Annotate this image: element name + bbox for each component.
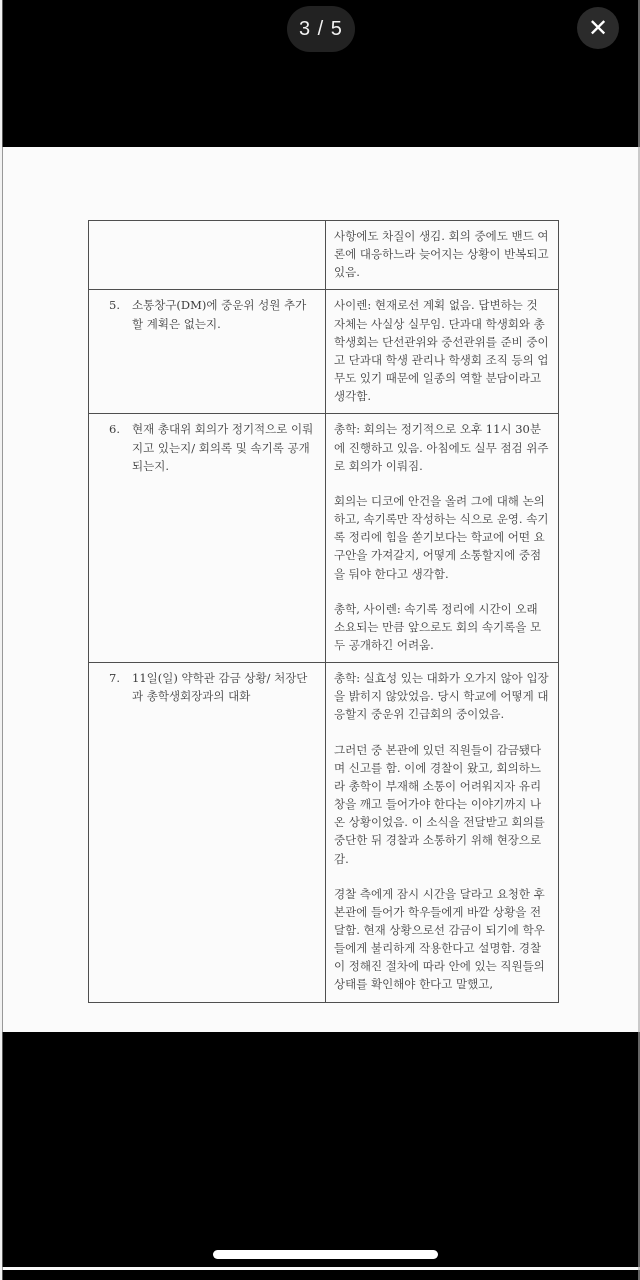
table-row [89,663,559,1003]
table-row [89,290,559,414]
answer-paragraph: 사이렌: 현재로선 계획 없음. 답변하는 것 자체는 사실상 실무임. 단과대 학생회와 총학생회는 단선관위와 중선관위를 준비 중이고 단과대 학생 관리나 학생회 조직 등의 업무도 있기 때문에 일종의 역할 분담이라고 생각함. [334,298,549,404]
question-text: 소통창구(DM)에 중운위 성원 추가할 계획은 없는지. [132,298,307,331]
answer-paragraph: 총학: 회의는 정기적으로 오후 11시 30분에 진행하고 있음. 아침에도 실무 점검 위주로 회의가 이뤄짐. [334,422,549,473]
close-icon: ✕ [587,14,609,42]
answer-paragraph: 총학, 사이렌: 속기록 정리에 시간이 오래 소요되는 만큼 앞으로도 회의 속기록을 모두 공개하긴 어려움. [334,601,542,652]
screen-edge-artifact-bottom [0,1267,640,1270]
question-cell [89,663,326,1003]
answer-paragraph: 회의는 디코에 안건을 올려 그에 대해 논의하고, 속기록만 작성하는 식으로 운영. 속기록 정리에 힘을 쏟기보다는 학교에 어떤 요구안을 가져갈지, 어떻게 소통할지에 중점을 둬야 한다고 생각함. [334,493,549,581]
home-indicator[interactable] [213,1250,438,1259]
screen-edge-hairline-left [2,0,3,1280]
table-row [89,414,559,663]
answer-cell [326,414,559,663]
document-table [88,220,559,1003]
viewer-bottom-bar [0,1032,640,1280]
question-number: 6. [109,422,120,437]
question-cell [89,221,326,290]
answer-cell [326,221,559,290]
question-cell [89,290,326,414]
answer-paragraph: 사항에도 차질이 생김. 회의 중에도 밴드 여론에 대응하느라 늦어지는 상황이 반복되고 있음. [334,229,549,280]
question-number: 5. [109,298,120,313]
question-text: 11일(일) 약학관 감금 상황/ 처장단과 총학생회장과의 대화 [132,671,308,704]
answer-paragraph: 총학: 실효성 있는 대화가 오가지 않아 입장을 밝히지 않았었음. 당시 학교에 어떻게 대응할지 중운위 긴급회의 중이었음. [334,671,549,722]
question-cell [89,414,326,663]
page-indicator [287,6,355,52]
answer-paragraph: 경찰 측에게 잠시 시간을 달라고 요청한 후 본관에 들어가 학우들에게 바깥 상황을 전달함. 현재 상황으로선 감금이 되기에 학우들에게 불리하게 작용한다고 설명함. 경찰이 정해진 절차에 따라 안에 있는 직원들의 상태를 확인해야 한다고 말했고, [334,886,545,992]
answer-cell [326,663,559,1003]
close-button[interactable] [577,7,619,49]
answer-cell [326,290,559,414]
document-page-image[interactable] [0,147,640,1032]
viewer-top-bar [0,0,640,147]
question-number: 7. [109,671,120,686]
answer-paragraph: 그러던 중 본관에 있던 직원들이 감금됐다며 신고를 함. 이에 경찰이 왔고, 회의하느라 총학이 부재해 소통이 어려워지자 유리창을 깨고 들어가야 한다는 이야기까지 나온 상황이었음. 이 소식을 전달받고 회의를 중단한 뒤 경찰과 소통하기 위해 현장으로 감. [334,742,545,866]
page-indicator-label: 3 / 5 [299,17,343,40]
question-text: 현재 총대위 회의가 정기적으로 이뤄지고 있는지/ 회의록 및 속기록 공개되는지. [132,422,314,473]
table-row [89,221,559,290]
